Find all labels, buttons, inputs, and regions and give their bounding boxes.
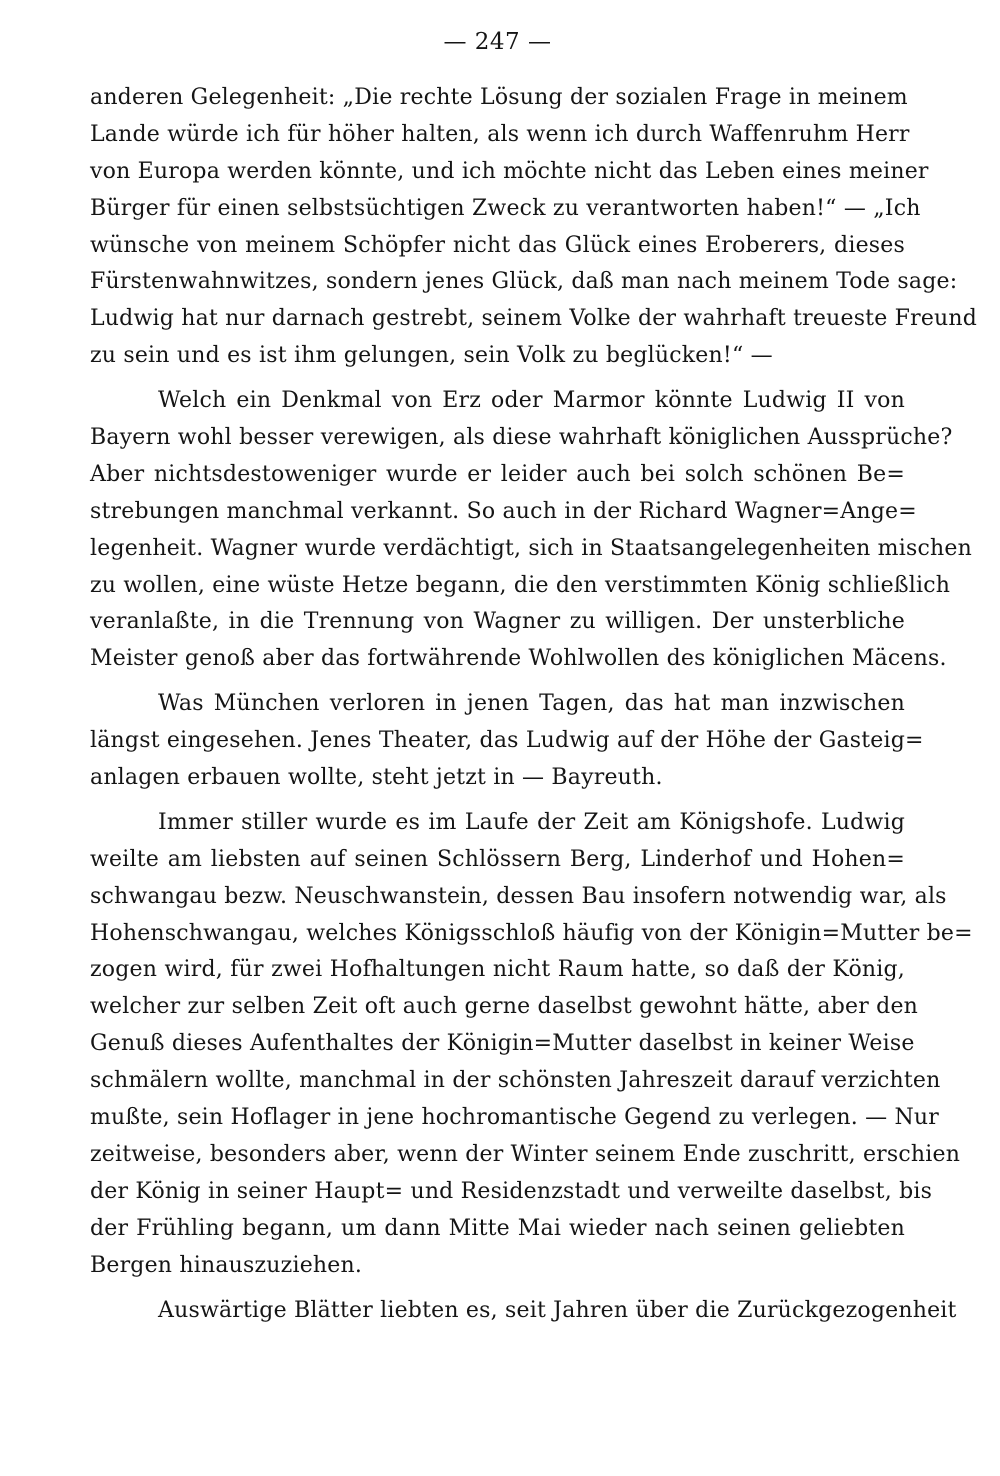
text-line: von Europa werden könnte, und ich möchte nicht das Leben eines meiner (90, 158, 929, 184)
text-line: Ludwig hat nur darnach gestrebt, seinem Volke der wahrhaft treueste Freund (90, 306, 978, 332)
text-line: Was München verloren in jenen Tagen, das hat man inzwischen (158, 691, 905, 717)
text-line: Bergen hinauszuziehen. (90, 1252, 363, 1278)
text-line: Genuß dieses Aufenthaltes der Königin=Mutter daselbst in keiner Weise (90, 1031, 915, 1057)
text-line: längst eingesehen. Jenes Theater, das Ludwig auf der Höhe der Gasteig= (90, 728, 924, 754)
text-line: anlagen erbauen wollte, steht jetzt in — Bayreuth. (90, 765, 663, 791)
text-line: Auswärtige Blätter liebten es, seit Jahren über die Zurückgezogenheit (158, 1297, 957, 1323)
text-line: Immer stiller wurde es im Laufe der Zeit am Königshofe. Ludwig (158, 809, 905, 835)
text-line: zu wollen, eine wüste Hetze begann, die den verstimmten König schließlich (90, 572, 951, 598)
text-line: legenheit. Wagner wurde verdächtigt, sich in Staatsangelegenheiten mischen (90, 535, 972, 561)
text-line: anderen Gelegenheit: „Die rechte Lösung der sozialen Frage in meinem (90, 85, 908, 110)
text-line: schwangau bezw. Neuschwanstein, dessen Bau insofern notwendig war, als (90, 883, 947, 909)
text-line: der König in seiner Haupt= und Residenzstadt und verweilte daselbst, bis (90, 1178, 933, 1204)
text-line: wünsche von meinem Schöpfer nicht das Glück eines Eroberers, dieses (90, 232, 905, 258)
text-line: zogen wird, für zwei Hofhaltungen nicht Raum hatte, so daß der König, (90, 957, 905, 983)
text-line: Fürstenwahnwitzes, sondern jenes Glück, daß man nach meinem Tode sage: (90, 269, 958, 295)
paragraph (90, 686, 924, 797)
page-number: — 247 — (443, 29, 552, 55)
text-line: mußte, sein Hoflager in jene hochromantische Gegend zu verlegen. — Nur (90, 1105, 940, 1131)
text-line: Meister genoß aber das fortwährende Wohlwollen des königlichen Mäcens. (90, 646, 947, 672)
text-line: Bürger für einen selbstsüchtigen Zweck zu verantworten haben!“ — „Ich (90, 195, 921, 221)
text-line: strebungen manchmal verkannt. So auch in der Richard Wagner=Ange= (90, 498, 917, 524)
paragraph (90, 80, 978, 375)
text-line: schmälern wollte, manchmal in der schönsten Jahreszeit darauf verzichten (90, 1068, 941, 1094)
body-text (90, 80, 978, 1329)
paragraph (90, 383, 972, 678)
paragraph (90, 805, 973, 1285)
text-line: Welch ein Denkmal von Erz oder Marmor könnte Ludwig II von (158, 388, 905, 414)
text-line: Bayern wohl besser verewigen, als diese wahrhaft königlichen Aussprüche? (90, 425, 953, 451)
text-line: zeitweise, besonders aber, wenn der Winter seinem Ende zuschritt, erschien (90, 1141, 961, 1167)
text-line: weilte am liebsten auf seinen Schlössern Berg, Linderhof und Hohen= (90, 846, 905, 872)
text-line: welcher zur selben Zeit oft auch gerne daselbst gewohnt hätte, aber den (90, 994, 919, 1020)
text-line: zu sein und es ist ihm gelungen, sein Volk zu beglücken!“ — (90, 343, 773, 369)
text-line: der Frühling begann, um dann Mitte Mai wieder nach seinen geliebten (90, 1215, 905, 1241)
text-line: Hohenschwangau, welches Königsschloß häufig von der Königin=Mutter be= (90, 920, 973, 946)
book-page (90, 22, 978, 1462)
paragraph (90, 1293, 957, 1330)
text-line: veranlaßte, in die Trennung von Wagner zu willigen. Der unsterbliche (90, 609, 905, 635)
text-line: Lande würde ich für höher halten, als wenn ich durch Waffenruhm Herr (90, 121, 910, 147)
text-line: Aber nichtsdestoweniger wurde er leider auch bei solch schönen Be= (90, 461, 905, 487)
